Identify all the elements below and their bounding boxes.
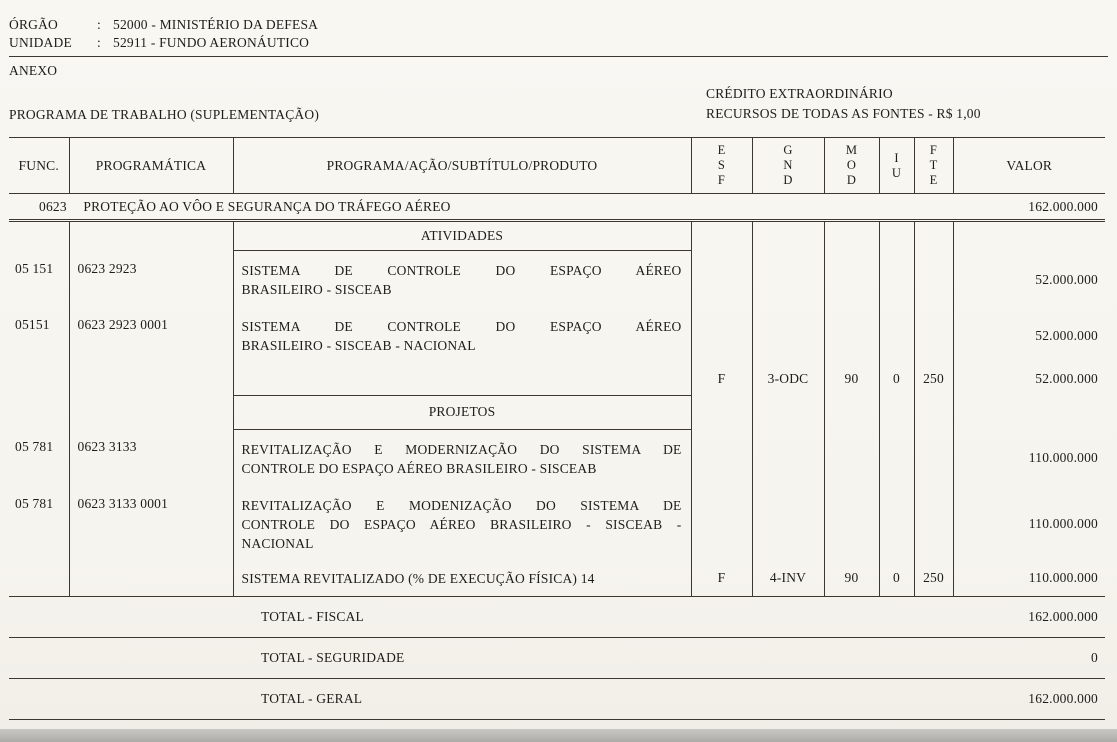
unidade-row [9, 34, 1108, 52]
orgao-colon: : [97, 17, 101, 32]
fte-cell: 250 [914, 561, 953, 597]
empty-cell [824, 395, 879, 429]
total-row-seguridade [9, 638, 1105, 679]
gnd-cell: 3-ODC [752, 363, 824, 395]
empty-cell [69, 363, 233, 395]
empty-cell [879, 221, 914, 251]
project-row-3133-0001 [9, 486, 1105, 561]
empty-cell [824, 307, 879, 363]
unidade-value: 52911 - FUNDO AERONÁUTICO [113, 35, 310, 50]
total-cell [9, 679, 1105, 720]
col-iu [879, 138, 914, 194]
stacked-letter: D [846, 173, 857, 187]
total-geral [9, 679, 1105, 719]
section-row-projetos [9, 395, 1105, 429]
programa-line: SISTEMA DE CONTROLE DO ESPAÇO AÉREO [241, 263, 682, 278]
empty-cell [879, 307, 914, 363]
orgao-label: ÓRGÃO [9, 17, 59, 32]
col-esf [691, 138, 752, 194]
programa-line: BRASILEIRO - SISCEAB - NACIONAL [241, 338, 476, 353]
empty-cell [752, 251, 824, 308]
empty-cell [879, 251, 914, 308]
stacked-letter: G [783, 143, 793, 157]
total-value: 0 [1091, 650, 1098, 665]
programa-cell [233, 486, 691, 561]
unidade-label: UNIDADE [9, 35, 72, 50]
program-summary-row [9, 194, 1105, 221]
total-label: TOTAL - SEGURIDADE [261, 650, 405, 665]
empty-cell [9, 363, 69, 395]
empty-cell [691, 307, 752, 363]
table-header-row [9, 138, 1105, 194]
total-row-fiscal [9, 597, 1105, 638]
empty-cell [752, 221, 824, 251]
programa-cell [233, 251, 691, 308]
stacked-letter: I [894, 150, 899, 165]
col-gnd [752, 138, 824, 194]
empty-cell [752, 395, 824, 429]
product-row [9, 561, 1105, 597]
program-code: 0623 [39, 198, 67, 214]
col-programatica: PROGRAMÁTICA [69, 138, 233, 194]
stacked-letter: T [929, 158, 938, 172]
orgao-row [9, 16, 1108, 34]
empty-cell [233, 363, 691, 395]
section-label-atividades: ATIVIDADES [233, 221, 691, 251]
project-row-3133 [9, 429, 1105, 486]
document-title: PROGRAMA DE TRABALHO (SUPLEMENTAÇÃO) [9, 107, 320, 122]
section-row-atividades [9, 221, 1105, 251]
programa-line: REVITALIZAÇÃO E MODERNIZAÇÃO DO SISTEMA DE [241, 441, 682, 457]
program-title-cell [9, 194, 953, 221]
fte-cell: 250 [914, 363, 953, 395]
empty-cell [824, 251, 879, 308]
empty-cell [953, 395, 1105, 429]
total-value: 162.000.000 [1028, 691, 1098, 706]
empty-cell [914, 395, 953, 429]
func-cell: 05 781 [9, 429, 69, 486]
programatica-cell: 0623 3133 [69, 429, 233, 486]
programatica-cell: 0623 2923 0001 [69, 307, 233, 363]
programatica-cell: 0623 2923 [69, 251, 233, 308]
empty-cell [824, 486, 879, 561]
empty-cell [824, 221, 879, 251]
empty-cell [691, 429, 752, 486]
esf-cell: F [691, 561, 752, 597]
stacked-letter: E [717, 143, 726, 157]
empty-cell [69, 221, 233, 251]
activity-row-2923 [9, 251, 1105, 308]
empty-cell [69, 561, 233, 597]
programa-cell [233, 307, 691, 363]
empty-cell [691, 395, 752, 429]
empty-cell [824, 429, 879, 486]
valor-cell: 52.000.000 [1035, 271, 1098, 287]
activity-row-2923-0001 [9, 307, 1105, 363]
stacked-letter: D [783, 173, 793, 187]
unidade-colon: : [97, 35, 101, 50]
empty-cell [914, 486, 953, 561]
empty-cell [914, 429, 953, 486]
empty-cell [879, 395, 914, 429]
total-label: TOTAL - FISCAL [261, 609, 364, 624]
valor-cell: 52.000.000 [1035, 328, 1098, 343]
budget-table [9, 137, 1105, 720]
empty-cell [691, 251, 752, 308]
empty-cell [9, 221, 69, 251]
gnd-cell: 4-INV [752, 561, 824, 597]
empty-cell [914, 221, 953, 251]
budget-codes-row-odc [9, 363, 1105, 395]
col-valor: VALOR [953, 138, 1105, 194]
mod-cell: 90 [824, 561, 879, 597]
empty-cell [9, 561, 69, 597]
programa-cell [233, 429, 691, 486]
col-fte [914, 138, 953, 194]
programa-line: SISTEMA DE CONTROLE DO ESPAÇO AÉREO [241, 319, 682, 334]
total-label: TOTAL - GERAL [261, 691, 363, 706]
total-fiscal [9, 597, 1105, 637]
product-text-cell: SISTEMA REVITALIZADO (% DE EXECUÇÃO FÍSICA) 14 [233, 561, 691, 597]
empty-cell [752, 486, 824, 561]
total-row-geral [9, 679, 1105, 720]
empty-cell [914, 251, 953, 308]
mod-cell: 90 [824, 363, 879, 395]
stacked-letter: O [846, 158, 857, 172]
col-func: FUNC. [9, 138, 69, 194]
total-cell [9, 597, 1105, 638]
stacked-letter: U [891, 165, 902, 180]
stacked-letter: S [717, 158, 726, 172]
iu-cell: 0 [879, 561, 914, 597]
valor-cell: 110.000.000 [953, 561, 1105, 597]
total-seguridade [9, 638, 1105, 678]
empty-cell [879, 486, 914, 561]
stacked-letter: M [845, 143, 858, 157]
empty-cell [691, 221, 752, 251]
programa-line: NACIONAL [241, 535, 314, 551]
programa-line: CONTROLE DO ESPAÇO AÉREO BRASILEIRO - SISCEAB - [241, 516, 682, 532]
empty-cell [69, 395, 233, 429]
anexo-label: ANEXO [9, 63, 58, 78]
credit-title: CRÉDITO EXTRAORDINÁRIO [706, 86, 893, 101]
stacked-letter: N [783, 158, 793, 172]
total-cell [9, 638, 1105, 679]
stacked-letter: F [717, 173, 726, 187]
valor-cell: 110.000.000 [1028, 450, 1098, 466]
programa-line: REVITALIZAÇÃO E MODENIZAÇÃO DO SISTEMA DE [241, 497, 682, 513]
empty-cell [691, 486, 752, 561]
empty-cell [752, 429, 824, 486]
titles-block [9, 79, 1108, 137]
empty-cell [914, 307, 953, 363]
col-mod [824, 138, 879, 194]
empty-cell [9, 395, 69, 429]
iu-cell: 0 [879, 363, 914, 395]
empty-cell [879, 429, 914, 486]
programa-line: BRASILEIRO - SISCEAB [241, 282, 392, 297]
orgao-value: 52000 - MINISTÉRIO DA DEFESA [113, 17, 319, 32]
empty-cell [953, 221, 1105, 251]
header-divider [9, 56, 1108, 57]
valor-cell: 110.000.000 [1028, 516, 1098, 531]
stacked-letter: F [929, 143, 938, 157]
credit-subtitle: RECURSOS DE TODAS AS FONTES - R$ 1,00 [706, 106, 981, 121]
esf-cell: F [691, 363, 752, 395]
program-title: PROTEÇÃO AO VÔO E SEGURANÇA DO TRÁFEGO AÉREO [83, 198, 451, 214]
func-cell: 05 151 [9, 251, 69, 308]
program-valor: 162.000.000 [953, 194, 1105, 221]
func-cell: 05 781 [9, 486, 69, 561]
func-cell: 05151 [9, 307, 69, 363]
valor-cell: 52.000.000 [1035, 371, 1098, 386]
stacked-letter: E [929, 173, 938, 187]
section-label-projetos: PROJETOS [233, 395, 691, 429]
programa-line: CONTROLE DO ESPAÇO AÉREO BRASILEIRO - SISCEAB [241, 460, 597, 476]
total-value: 162.000.000 [1028, 609, 1098, 624]
col-programa: PROGRAMA/AÇÃO/SUBTÍTULO/PRODUTO [233, 138, 691, 194]
programatica-cell: 0623 3133 0001 [69, 486, 233, 561]
credit-block [706, 84, 981, 124]
scan-edge [0, 729, 1117, 742]
empty-cell [752, 307, 824, 363]
